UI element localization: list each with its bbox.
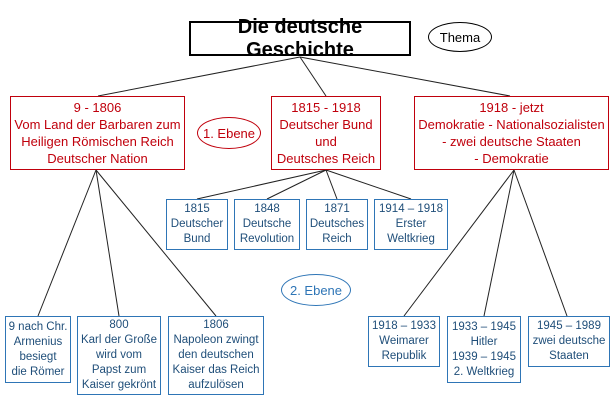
- thema-tag-label: Thema: [439, 29, 481, 45]
- level2-left-box-1: [5, 316, 71, 383]
- level1-box-left: [10, 96, 185, 170]
- level2-left-box-3: [168, 316, 264, 395]
- level1-box-middle: [271, 96, 381, 170]
- level2-middle-box-2: [234, 199, 300, 250]
- ebene2-tag-label: 2. Ebene: [289, 282, 343, 298]
- ebene1-tag: [197, 117, 261, 149]
- level2-left-text-2: 800 Karl der Große wird vom Papst zum Kaiser gekrönt: [80, 319, 158, 391]
- level2-middle-box-1: [166, 199, 228, 250]
- level1-box-right: [414, 96, 609, 170]
- title-box: [189, 15, 411, 61]
- level2-left-box-2: [77, 316, 161, 395]
- level2-right-box-1: [368, 316, 440, 367]
- level1-text-left: 9 - 1806 Vom Land der Barbaren zum Heiligen Römischen Reich Deutscher Nation: [14, 100, 181, 166]
- level2-middle-box-4: [374, 199, 448, 250]
- level1-text-right: 1918 - jetzt Demokratie - Nationalsozialisten - zwei deutsche Staaten - Demokratie: [418, 100, 605, 166]
- level1-text-middle: 1815 - 1918 Deutscher Bund und Deutsches Reich: [276, 100, 376, 166]
- level2-left-text-1: 9 nach Chr. Armenius besiegt die Römer: [8, 320, 68, 378]
- level2-middle-text-2: 1848 Deutsche Revolution: [239, 203, 295, 245]
- level2-middle-text-1: 1815 Deutscher Bund: [170, 203, 224, 245]
- level2-right-box-2: [447, 316, 521, 383]
- ebene1-tag-label: 1. Ebene: [202, 125, 256, 141]
- ebene2-tag: [281, 274, 351, 306]
- level2-left-text-3: 1806 Napoleon zwingt den deutschen Kaiser das Reich aufzulösen: [172, 319, 260, 391]
- level2-middle-text-4: 1914 – 1918 Erster Weltkrieg: [379, 203, 443, 245]
- thema-tag: [428, 22, 492, 52]
- level2-right-text-3: 1945 – 1989 zwei deutsche Staaten: [532, 320, 606, 362]
- level2-right-box-3: [528, 316, 610, 367]
- title-text: Die deutsche Geschichte: [237, 15, 363, 61]
- level2-middle-text-3: 1871 Deutsches Reich: [309, 203, 365, 245]
- level2-middle-box-3: [306, 199, 368, 250]
- level2-right-text-1: 1918 – 1933 Weimarer Republik: [372, 320, 436, 362]
- level2-right-text-2: 1933 – 1945 Hitler 1939 – 1945 2. Weltkrieg: [452, 320, 516, 378]
